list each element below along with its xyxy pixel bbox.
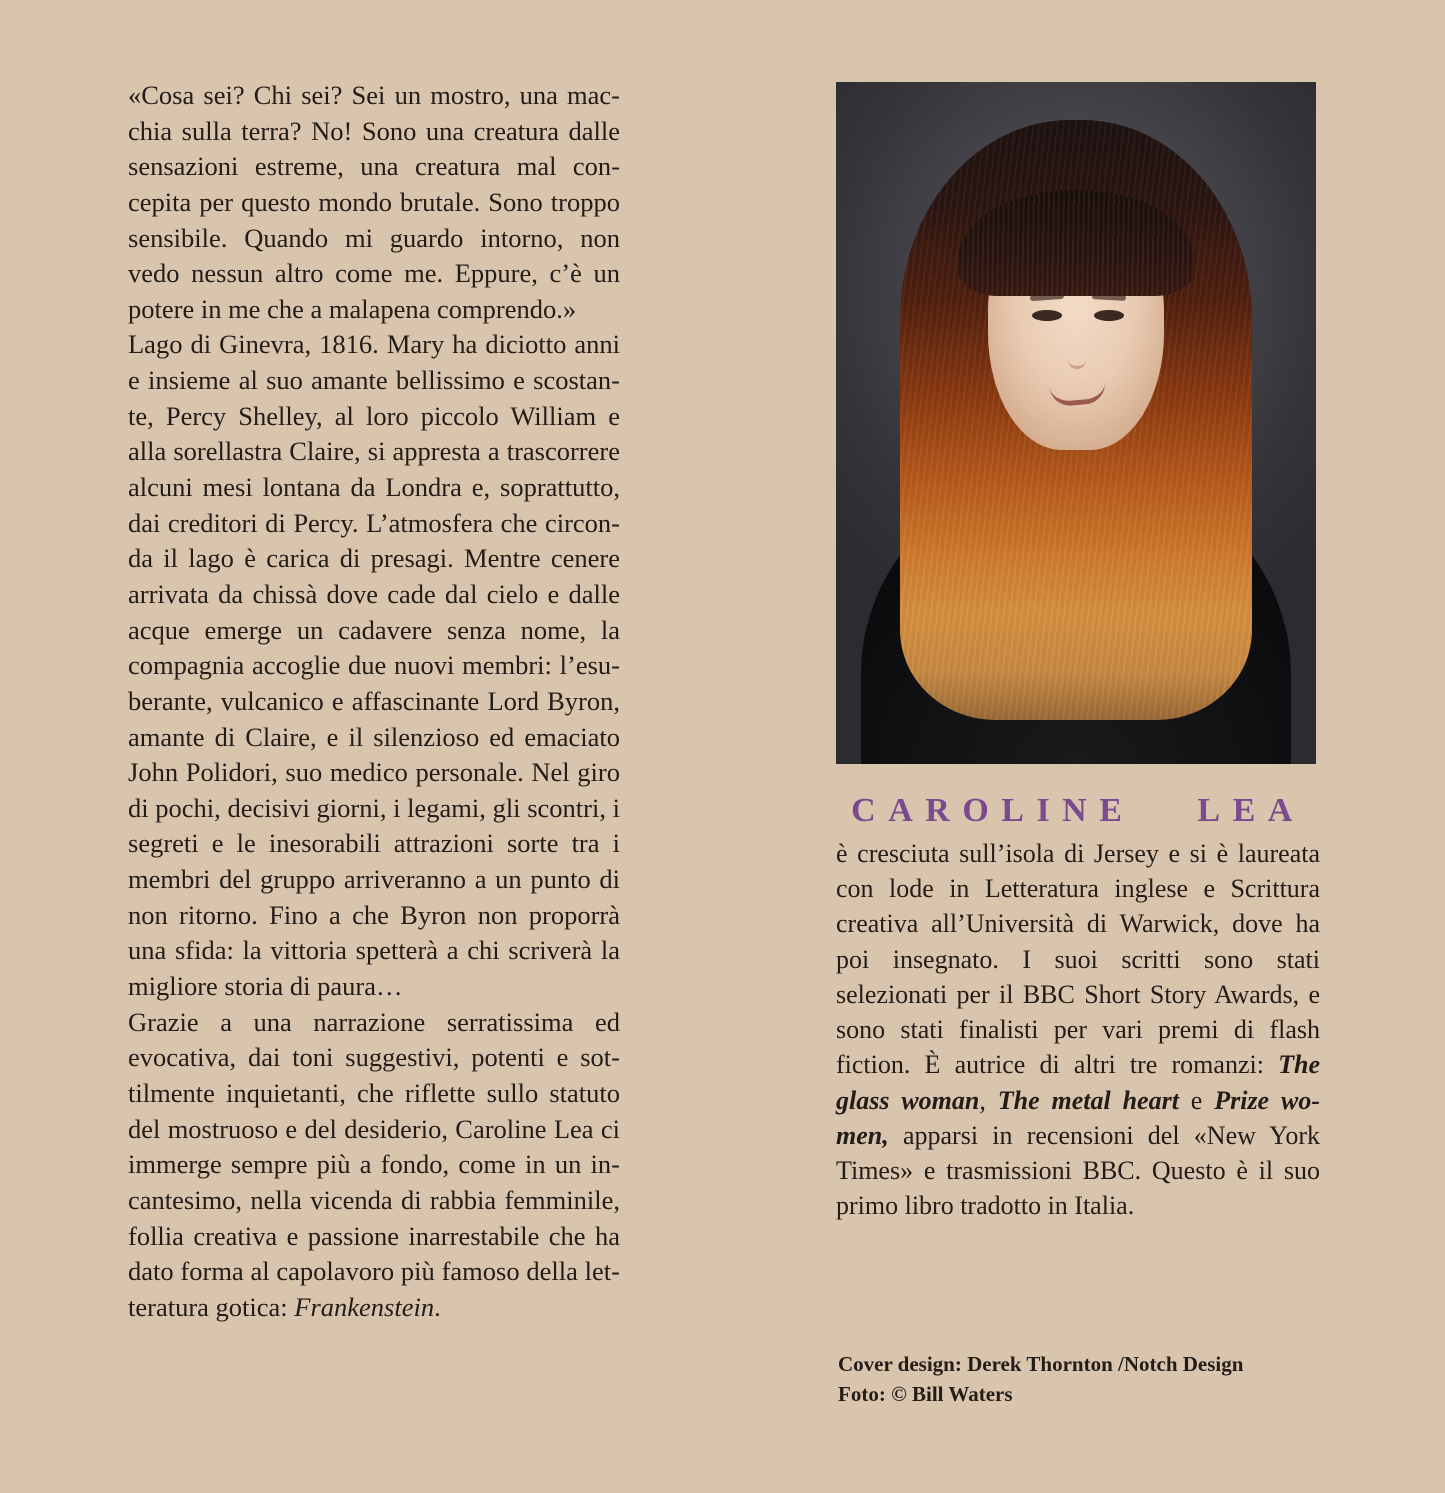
photo-eye-right — [1094, 310, 1124, 321]
blurb-paragraph-2 — [128, 1005, 620, 1326]
blurb-paragraph-2-text: Grazie a una narrazione serratissima ed evocativa, dai toni suggestivi, potenti e sottilmente inquietanti, che riflette sullo statuto del mostruoso e del desiderio, Caroline Lea ci immerge sempre più a fondo, come in un incantesimo, nella vicenda di rabbia femminile, follia creativa e passione inarrestabile che ha dato forma al capolavoro più famoso della letteratura gotica: — [128, 1006, 620, 1322]
author-book-title-3: Prize women, — [836, 1085, 1320, 1150]
blurb-paragraph-1: Lago di Ginevra, 1816. Mary ha diciotto anni e insieme al suo amante bellissimo e scostante, Percy Shelley, al loro piccolo William e alla sorellastra Claire, si appresta a trascorrere alcuni mesi lontana da Londra e, soprattutto, dai creditori di Percy. L’atmosfera che circonda il lago è carica di presagi. Mentre cenere arrivata da chissà dove cade dal cielo e dalle acque emerge un cadavere senza nome, la compagnia accoglie due nuovi membri: l’esuberante, vulcanico e affascinante Lord Byron, amante di Claire, e il silenzioso ed emaciato John Polidori, suo medico personale. Nel giro di pochi, decisivi giorni, i legami, gli scontri, i segreti e le inesorabili attrazioni sorte tra i membri del gruppo arriveranno a un punto di non ritorno. Fino a che Byron non proporrà una sfida: la vittoria spetterà a chi scriverà la migliore storia di paura… — [128, 329, 620, 1002]
credit-photo: Foto: © Bill Waters — [838, 1382, 1013, 1407]
author-book-title-2: The metal heart — [997, 1085, 1179, 1115]
author-bio-part-1: è cresciuta sull’isola di Jersey e si è laureata con lode in Letteratura inglese e Scrittura creativa all’Università di Warwick, dove ha poi insegnato. I suoi scritti sono stati selezionati per il BBC Short Story Awards, e sono stati finalisti per vari premi di flash fiction. È autrice di altri tre romanzi: — [836, 839, 1320, 1080]
photo-nose — [1068, 340, 1086, 369]
blurb-quote: «Cosa sei? Chi sei? Sei un mostro, una macchia sulla terra? No! Sono una creatura dalle sensazioni estreme, una creatura mal concepita per questo mondo brutale. Sono troppo sensibile. Quando mi guardo intorno, non vedo nessun altro come me. Eppure, c’è un potere in me che a malapena comprendo.» — [128, 80, 620, 324]
author-bio-sep-1: , — [979, 1085, 998, 1115]
author-photo — [836, 82, 1316, 764]
author-bio-part-2: apparsi in recensioni del «New York Times» e trasmissioni BBC. Questo è il suo primo libro tradotto in Italia. — [836, 1120, 1320, 1221]
credit-cover-design: Cover design: Derek Thornton /Notch Design — [838, 1352, 1244, 1376]
blurb-text-block — [128, 78, 620, 1325]
photo-eye-left — [1032, 310, 1062, 321]
author-book-title-1: The glass woman — [836, 1050, 1320, 1115]
blurb-book-title: Frankenstein — [294, 1291, 435, 1322]
author-column — [836, 82, 1320, 1223]
author-bio-sep-2: e — [1178, 1085, 1215, 1115]
credits-block — [838, 1349, 1243, 1410]
author-bio — [836, 836, 1320, 1223]
author-name: CAROLINE LEA — [851, 792, 1305, 829]
blurb-paragraph-2-end: . — [434, 1291, 441, 1322]
